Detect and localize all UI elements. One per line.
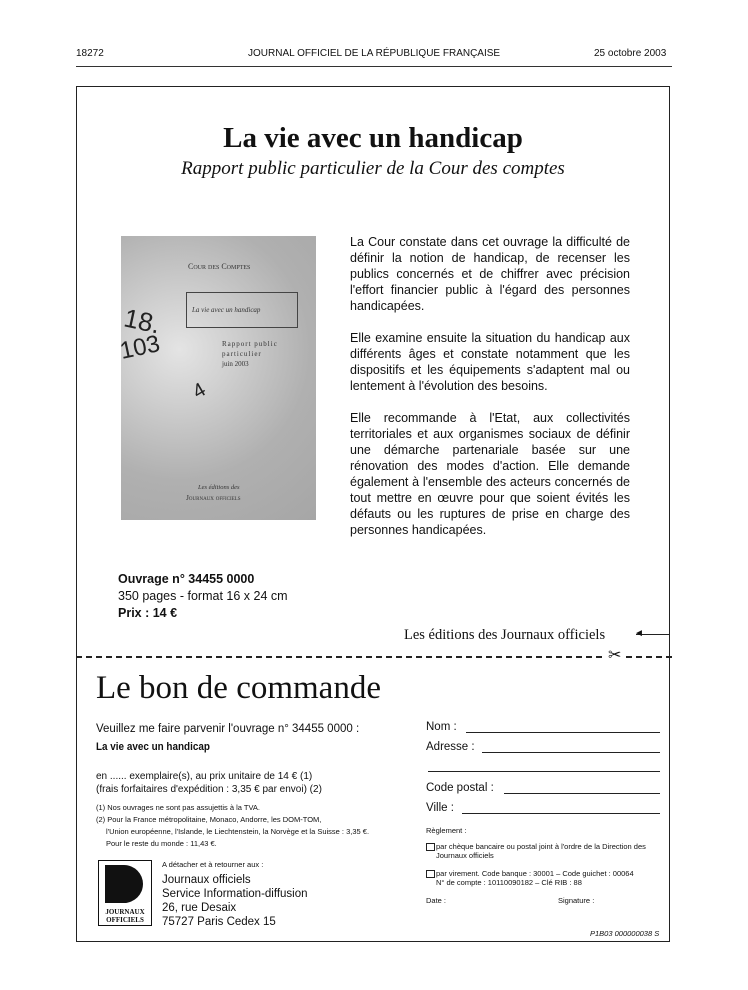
issue-date: 25 octobre 2003 — [594, 48, 667, 59]
ouvrage-number: Ouvrage n° 34455 0000 — [118, 572, 255, 586]
description-paragraph: La Cour constate dans cet ouvrage la difficulté de définir la notion de handicap, de recenser les publics concernés et de chiffrer avec précision l'effort financier public à l'égard des personnes handicapées. — [350, 235, 630, 313]
code-postal-field[interactable] — [504, 793, 660, 794]
signature-label[interactable]: Signature : — [558, 896, 595, 905]
cover-publisher-bottom: Les éditions des — [198, 484, 240, 491]
ouvrage-price: Prix : 14 € — [118, 606, 178, 620]
ville-field[interactable] — [462, 813, 660, 814]
adresse-field[interactable] — [482, 752, 660, 753]
logo-text: OFFICIELS — [106, 916, 144, 924]
logo-text: JOURNAUX — [105, 908, 145, 916]
address-line: 26, rue Desaix — [162, 902, 237, 914]
address-line: 75727 Paris Cedex 15 — [162, 916, 276, 928]
cheque-checkbox[interactable] — [426, 843, 435, 851]
scissors-icon: ✂ — [608, 647, 622, 664]
adresse-label: Adresse : — [426, 741, 475, 753]
ouvrage-pages: 350 pages - format 16 x 24 cm — [118, 589, 288, 603]
cover-publisher: Cour des Comptes — [188, 262, 251, 271]
footnote: (2) Pour la France métropolitaine, Monaco, Andorre, les DOM-TOM, — [96, 815, 322, 824]
virement-option: par virement. Code banque : 30001 – Code guichet : 00064 — [436, 869, 634, 878]
nom-field[interactable] — [466, 732, 660, 733]
cover-report-line: particulier — [222, 350, 262, 358]
address-line: Journaux officiels — [162, 874, 251, 886]
virement-account: N° de compte : 10110090182 – Clé RIB : 88 — [436, 878, 582, 887]
order-quantity[interactable]: en ...... exemplaire(s), au prix unitaire de 14 € (1) — [96, 771, 313, 782]
code-postal-label: Code postal : — [426, 782, 494, 794]
cheque-option: par chèque bancaire ou postal joint à l'ordre de la Direction des Journaux officiels — [436, 842, 646, 860]
page-number: 18272 — [76, 48, 104, 59]
reglement-label: Règlement : — [426, 826, 467, 835]
order-request: Veuillez me faire parvenir l'ouvrage n° 34455 0000 : — [96, 723, 360, 735]
address-block — [162, 873, 308, 929]
date-label[interactable]: Date : — [426, 896, 447, 905]
cover-report-line: juin 2003 — [222, 360, 249, 368]
description-paragraph: Elle recommande à l'Etat, aux collectivités territoriales et aux organismes sociaux de définir une démarche partenariale basée sur une rénovation des modes d'action. Elle demande également à l'ensemble des acteurs concernés de tout mettre en œuvre pour que soient évités les défauts ou les ruptures de prise en charge des personnes handicapées. — [350, 411, 630, 537]
journaux-officiels-logo — [98, 860, 152, 926]
order-shipping: (frais forfaitaires d'expédition : 3,35 € par envoi) (2) — [96, 784, 322, 795]
address-line: Service Information-diffusion — [162, 888, 308, 900]
cover-report-line: Rapport public — [222, 340, 278, 348]
order-book-title: La vie avec un handicap — [96, 741, 210, 753]
ad-subtitle: Rapport public particulier de la Cour des comptes — [181, 158, 565, 179]
footnote: l'Union européenne, l'Islande, le Liechtenstein, la Norvège et la Suisse : 3,35 €. — [106, 827, 370, 836]
virement-checkbox[interactable] — [426, 870, 435, 878]
cover-publisher-bottom: Journaux officiels — [186, 493, 241, 502]
ville-label: Ville : — [426, 802, 454, 814]
cover-handwriting: 18. — [121, 302, 163, 340]
adresse-field-line2[interactable] — [428, 771, 660, 772]
cut-line — [76, 656, 672, 658]
book-cover-image — [121, 236, 316, 520]
description — [350, 234, 630, 554]
description-paragraph: Elle examine ensuite la situation du handicap aux différents âges et constate notamment que les dispositifs et les équipements s'adaptent mal ou lentement à l'évolution des besoins. — [350, 331, 630, 393]
cover-handwriting: 103 — [117, 330, 163, 365]
footnote: (1) Nos ouvrages ne sont pas assujettis à la TVA. — [96, 803, 260, 812]
ad-title: La vie avec un handicap — [223, 122, 523, 154]
detach-instruction: A détacher et à retourner aux : — [162, 860, 264, 869]
header-rule — [76, 66, 672, 67]
logo-mark-icon — [105, 865, 143, 903]
journal-title: JOURNAL OFFICIEL DE LA RÉPUBLIQUE FRANÇAISE — [248, 48, 501, 59]
cover-book-title: La vie avec un handicap — [192, 306, 261, 314]
order-form-heading: Le bon de commande — [96, 670, 381, 706]
reference-code: P1B03 000000038 S — [590, 929, 660, 938]
cover-handwriting: 4 — [188, 378, 210, 404]
editions-label: Les éditions des Journaux officiels — [404, 627, 606, 643]
arrowhead-icon: ◄ — [634, 628, 644, 639]
nom-label: Nom : — [426, 721, 457, 733]
footnote: Pour le reste du monde : 11,43 €. — [106, 839, 217, 848]
